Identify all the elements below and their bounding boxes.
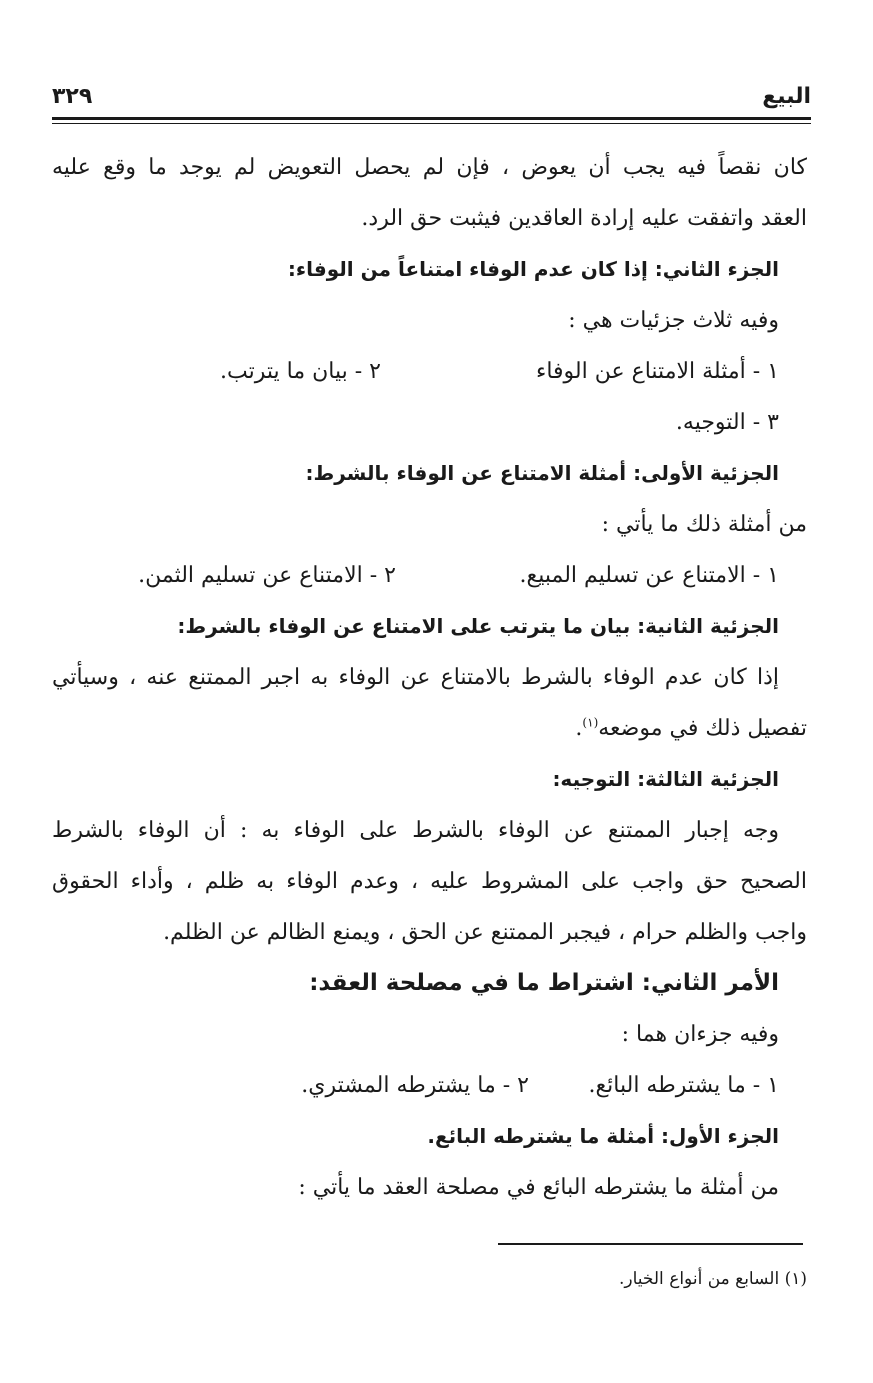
paragraph-line: كان نقصاً فيه يجب أن يعوض ، فإن لم يحصل التعويض لم يوجد ما وقع عليه — [52, 155, 807, 180]
footnote-ref: (١) — [582, 715, 599, 730]
paragraph-line: وفيه ثلاث جزئيات هي : — [568, 308, 779, 333]
list-item: ١ - أمثلة الامتناع عن الوفاء — [535, 359, 779, 384]
paragraph-line — [52, 703, 807, 754]
section-heading: الأمر الثاني: اشتراط ما في مصلحة العقد: — [309, 970, 779, 996]
list-item: ١ - ما يشترطه البائع. — [588, 1073, 779, 1098]
paragraph-line: إذا كان عدم الوفاء بالشرط بالامتناع عن الوفاء به اجبر الممتنع عنه ، وسيأتي — [52, 665, 779, 690]
subsection-heading: الجزئية الأولى: أمثلة الامتناع عن الوفاء بالشرط: — [305, 461, 779, 485]
paragraph-text: تفصيل ذلك في موضعه — [598, 716, 807, 741]
paragraph-end: . — [575, 716, 583, 741]
subsection-heading: الجزء الأول: أمثلة ما يشترطه البائع. — [427, 1124, 779, 1148]
paragraph-line: من أمثلة ذلك ما يأتي : — [601, 512, 807, 537]
subsection-heading: الجزئية الثالثة: التوجيه: — [552, 767, 779, 791]
list-item: ١ - الامتناع عن تسليم المبيع. — [519, 563, 779, 588]
main-text — [52, 142, 807, 1213]
list-item: ٢ - ما يشترطه المشتري. — [301, 1073, 529, 1098]
header-rule-thick — [52, 117, 811, 120]
paragraph-line: من أمثلة ما يشترطه البائع في مصلحة العقد ما يأتي : — [298, 1175, 779, 1200]
list-row — [52, 1060, 807, 1111]
list-item: ٣ - التوجيه. — [675, 410, 779, 435]
chapter-title: البيع — [762, 83, 811, 109]
list-row — [52, 550, 807, 601]
paragraph-line: وفيه جزءان هما : — [621, 1022, 779, 1047]
subsection-heading: الجزئية الثانية: بيان ما يترتب على الامتناع عن الوفاء بالشرط: — [177, 614, 779, 638]
paragraph-line: وجه إجبار الممتنع عن الوفاء بالشرط على الوفاء به : أن الوفاء بالشرط — [52, 818, 779, 843]
list-row — [52, 346, 807, 397]
footnote: (١) السابع من أنواع الخيار. — [618, 1269, 807, 1289]
paragraph-line: العقد واتفقت عليه إرادة العاقدين فيثبت حق الرد. — [361, 206, 807, 231]
page-number: ٣٢٩ — [52, 83, 93, 109]
list-item: ٢ - بيان ما يترتب. — [220, 359, 381, 384]
paragraph-line: واجب والظلم حرام ، فيجبر الممتنع عن الحق ، ويمنع الظالم عن الظلم. — [163, 920, 807, 945]
footnote-separator — [498, 1243, 803, 1245]
list-item: ٢ - الامتناع عن تسليم الثمن. — [138, 563, 396, 588]
running-header — [52, 78, 811, 114]
paragraph-line: الصحيح حق واجب على المشروط عليه ، وعدم الوفاء به ظلم ، وأداء الحقوق — [52, 869, 807, 894]
section-heading: الجزء الثاني: إذا كان عدم الوفاء امتناعاً من الوفاء: — [287, 257, 779, 281]
header-rule-thin — [52, 123, 811, 124]
